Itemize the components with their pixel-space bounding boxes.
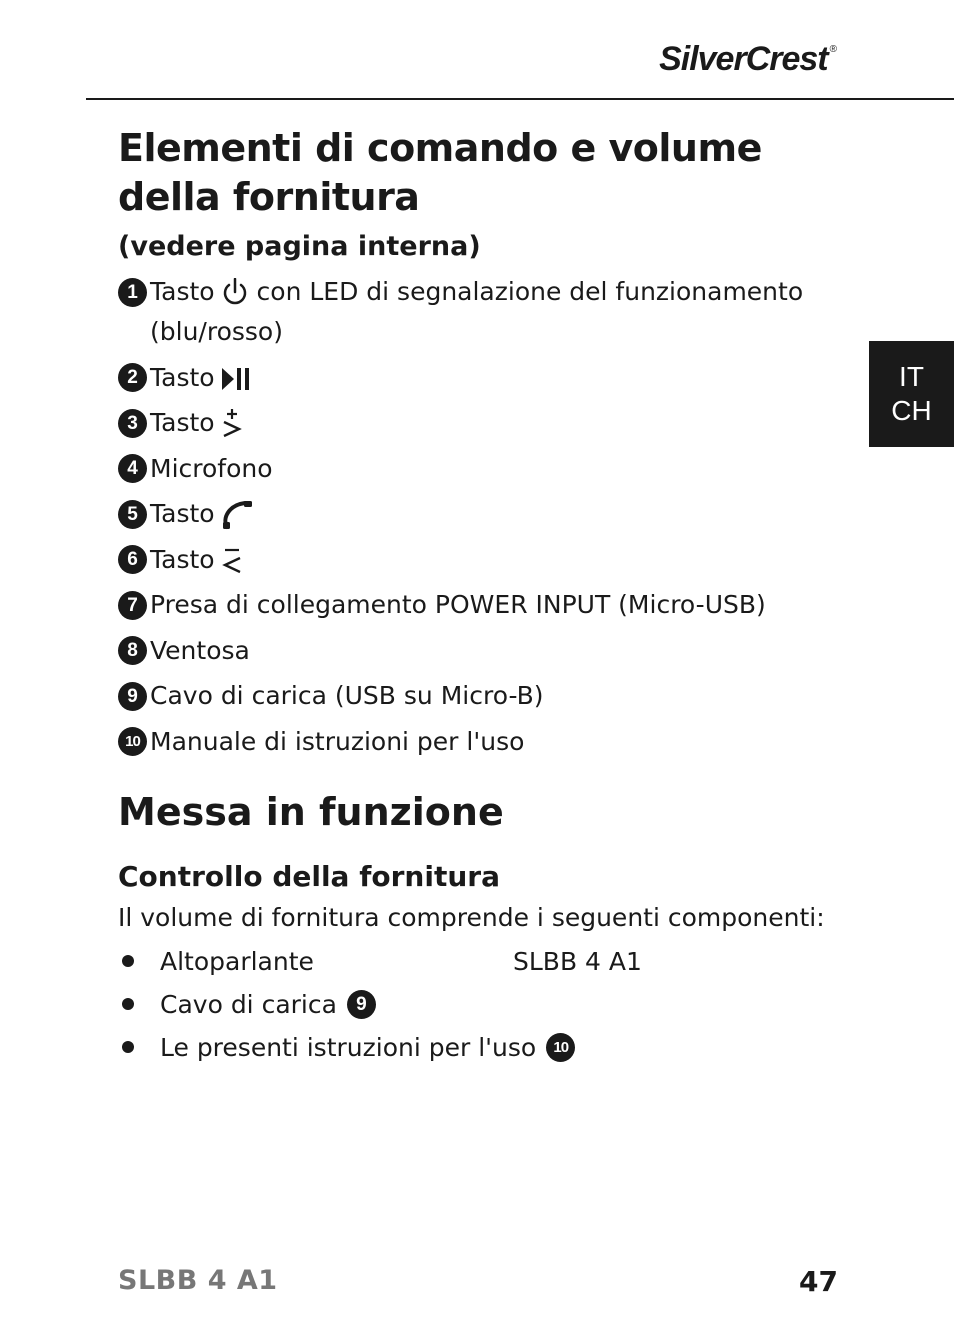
- next-volume-up-icon: [221, 408, 243, 440]
- intro-paragraph: Il volume di fornitura comprende i seguenti componenti:: [118, 902, 825, 932]
- contents-list: [118, 940, 848, 1069]
- item-text: Manuale di istruzioni per l'uso: [150, 726, 525, 756]
- bullet-label: Le presenti istruzioni per l'uso: [160, 1032, 537, 1062]
- bullet-dot: [122, 955, 134, 967]
- brand-logo: [659, 40, 836, 79]
- item-text: Tasto: [150, 362, 215, 392]
- list-item: [118, 272, 848, 352]
- brand-logo-text: SilverCrest: [659, 40, 828, 78]
- list-item: [118, 1026, 848, 1069]
- list-item: [118, 403, 848, 443]
- bullet-dot: [122, 998, 134, 1010]
- item-text: Microfono: [150, 453, 273, 483]
- list-item: [118, 585, 848, 625]
- item-number-badge: 10: [118, 727, 147, 756]
- list-item: [118, 983, 848, 1026]
- page-content: [118, 124, 848, 1069]
- bullet-label: Altoparlante: [160, 946, 314, 976]
- page-number: 47: [799, 1265, 838, 1298]
- list-item: [118, 676, 848, 716]
- language-tab-it: IT: [899, 361, 924, 392]
- item-number-badge: 9: [118, 682, 147, 711]
- item-text-after: con LED di segnalazione del funzionamento (blu/rosso): [150, 277, 804, 346]
- bullet-model: SLBB 4 A1: [513, 946, 642, 976]
- item-text: Tasto: [150, 499, 215, 528]
- item-text: Tasto: [150, 277, 215, 306]
- list-item: [118, 449, 848, 489]
- item-number-badge: 8: [118, 636, 147, 665]
- registered-mark: ®: [829, 44, 836, 55]
- item-number-badge: 6: [118, 545, 147, 574]
- list-item: [118, 631, 848, 671]
- list-item: [118, 722, 848, 762]
- item-text: Tasto: [150, 544, 215, 574]
- controls-list: [118, 272, 848, 762]
- language-tab-ch: CH: [891, 395, 932, 426]
- section-title-controls: [118, 124, 848, 222]
- item-text: Tasto: [150, 408, 215, 437]
- language-tab: [869, 341, 954, 447]
- section-title-line-1: Elementi di comando e volume: [118, 126, 762, 170]
- header-rule: [86, 98, 954, 100]
- item-number-badge: 7: [118, 591, 147, 620]
- play-pause-icon: [221, 366, 251, 392]
- reference-badge: 9: [347, 990, 376, 1019]
- bullet-label: Cavo di carica: [160, 989, 337, 1019]
- list-item: [118, 494, 848, 534]
- item-number-badge: 2: [118, 363, 147, 392]
- list-item: [118, 940, 848, 983]
- item-number-badge: 4: [118, 454, 147, 483]
- item-text: Presa di collegamento POWER INPUT (Micro-USB): [150, 590, 766, 619]
- power-icon: [221, 278, 249, 308]
- phone-icon: [221, 500, 253, 530]
- item-text: Ventosa: [150, 635, 250, 665]
- section-title-setup: Messa in funzione: [118, 789, 504, 834]
- section-subtitle: (vedere pagina interna): [118, 231, 481, 262]
- bullet-dot: [122, 1041, 134, 1053]
- item-text: Cavo di carica (USB su Micro-B): [150, 681, 544, 710]
- item-number-badge: 1: [118, 278, 147, 307]
- item-number-badge: 5: [118, 500, 147, 529]
- list-item: [118, 358, 848, 398]
- previous-volume-down-icon: [221, 546, 243, 576]
- list-item: [118, 540, 848, 580]
- section-title-line-2: della fornitura: [118, 175, 420, 219]
- subsection-title: Controllo della fornitura: [118, 859, 500, 893]
- footer-model: SLBB 4 A1: [118, 1265, 278, 1296]
- item-number-badge: 3: [118, 409, 147, 438]
- reference-badge: 10: [546, 1033, 575, 1062]
